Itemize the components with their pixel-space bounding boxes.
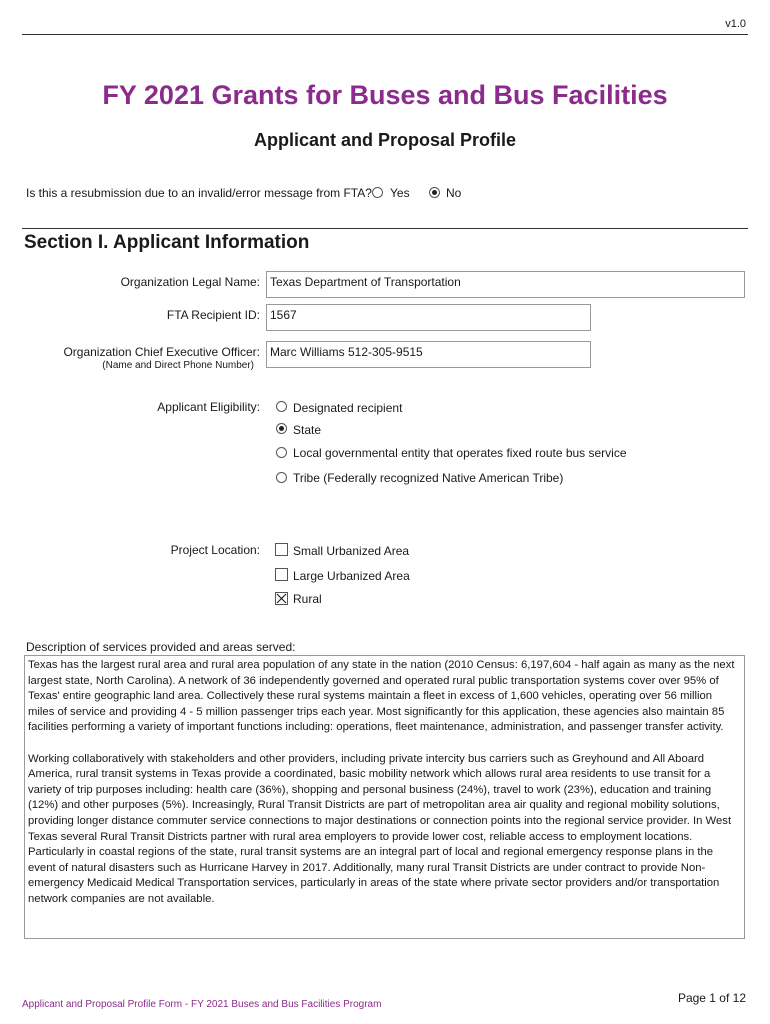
location-large-urbanized-checkbox[interactable] — [275, 568, 288, 581]
eligibility-state-label: State — [293, 423, 322, 437]
recipient-id-label: FTA Recipient ID: — [166, 308, 260, 322]
recipient-id-field[interactable]: 1567 — [266, 304, 591, 331]
ceo-sublabel: (Name and Direct Phone Number) — [102, 360, 254, 371]
ceo-field[interactable]: Marc Williams 512-305-9515 — [266, 341, 591, 368]
org-legal-name-field[interactable]: Texas Department of Transportation — [266, 271, 745, 298]
location-label: Project Location: — [170, 543, 260, 557]
resubmission-yes-label: Yes — [390, 186, 410, 200]
resubmission-yes-radio[interactable] — [372, 187, 383, 198]
ceo-label: Organization Chief Executive Officer: — [63, 345, 260, 359]
location-rural-checkbox[interactable] — [275, 592, 288, 605]
resubmission-question: Is this a resubmission due to an invalid/error message from FTA? — [26, 186, 372, 200]
location-large-urbanized-label: Large Urbanized Area — [293, 569, 410, 583]
page-subtitle: Applicant and Proposal Profile — [253, 130, 517, 150]
eligibility-state-radio[interactable] — [276, 423, 287, 434]
description-textarea[interactable] — [24, 655, 745, 939]
page-number: Page 1 of 12 — [677, 991, 746, 1005]
page-title: FY 2021 Grants for Buses and Bus Facilities — [102, 80, 668, 110]
location-small-urbanized-label: Small Urbanized Area — [293, 544, 410, 558]
version-label: v1.0 — [725, 18, 746, 30]
eligibility-tribe-radio[interactable] — [276, 472, 287, 483]
eligibility-tribe-label: Tribe (Federally recognized Native American Tribe) — [293, 471, 564, 485]
location-small-urbanized-checkbox[interactable] — [275, 543, 288, 556]
eligibility-designated-radio[interactable] — [276, 401, 287, 412]
resubmission-no-radio[interactable] — [429, 187, 440, 198]
section-title: Section I. Applicant Information — [24, 232, 310, 253]
top-divider — [22, 34, 748, 35]
eligibility-local-radio[interactable] — [276, 447, 287, 458]
radio-selected-dot — [432, 190, 437, 195]
description-paragraph: Texas has the largest rural area and rural area population of any state in the nation (2010 Census: 6,197,604 - half again as many as the next largest state, North Carolina). A network of 36 independently governed and operated rural public transportation systems cover over 95% of Texas' entire geographic land area. Collectively these rural systems maintain a fleet in excess of 1,600 vehicles, operating over 56 million miles of service and providing 4 - 5 million passenger trips each year. Most significantly for this application, these agencies also maintain 85 facilities performing a variety of important functions including: operations, fleet maintenance, administration, and passenger transfer activity. — [28, 659, 735, 734]
checkmark-x-icon — [276, 593, 287, 604]
location-rural-label: Rural — [293, 592, 322, 606]
radio-selected-dot — [279, 426, 284, 431]
section-divider — [22, 228, 748, 229]
footer-form-title: Applicant and Proposal Profile Form - FY 2021 Buses and Bus Facilities Program — [22, 999, 382, 1010]
eligibility-local-label: Local governmental entity that operates fixed route bus service — [293, 446, 627, 460]
org-legal-name-label: Organization Legal Name: — [120, 275, 260, 289]
eligibility-designated-label: Designated recipient — [293, 401, 403, 415]
resubmission-no-label: No — [446, 186, 462, 200]
description-label: Description of services provided and areas served: — [26, 640, 296, 654]
eligibility-label: Applicant Eligibility: — [157, 400, 260, 414]
description-paragraph: Working collaboratively with stakeholders and other providers, including private intercity bus carriers such as Greyhound and All Aboard America, rural transit systems in Texas provide a coordinated, basic mobility network which allows rural area residents to use transit for a variety of trip purposes including: health care (36%), shopping and personal business (24%), travel to work (23%), education and training (12%) and other purposes (5%). Increasingly, Rural Transit Districts are part of metropolitan area air quality and regional mobility solutions, providing longer distance commuter service connections to major destinations or connection points into the regional service provider. In West Texas several Rural Transit Districts partner with rural area employers to provide lower cost, reliable access to employment locations. Particularly in coastal regions of the state, rural transit systems are an integral part of local and regional emergency response plans in the event of natural disasters such as Hurricane Harvey in 2017. Additionally, many rural Transit Districts are under contract to provide Non-emergency Medicaid Medical Transportation services, particularly in areas of the state where private sector providers and/or transportation network companies are not available. — [28, 752, 732, 905]
